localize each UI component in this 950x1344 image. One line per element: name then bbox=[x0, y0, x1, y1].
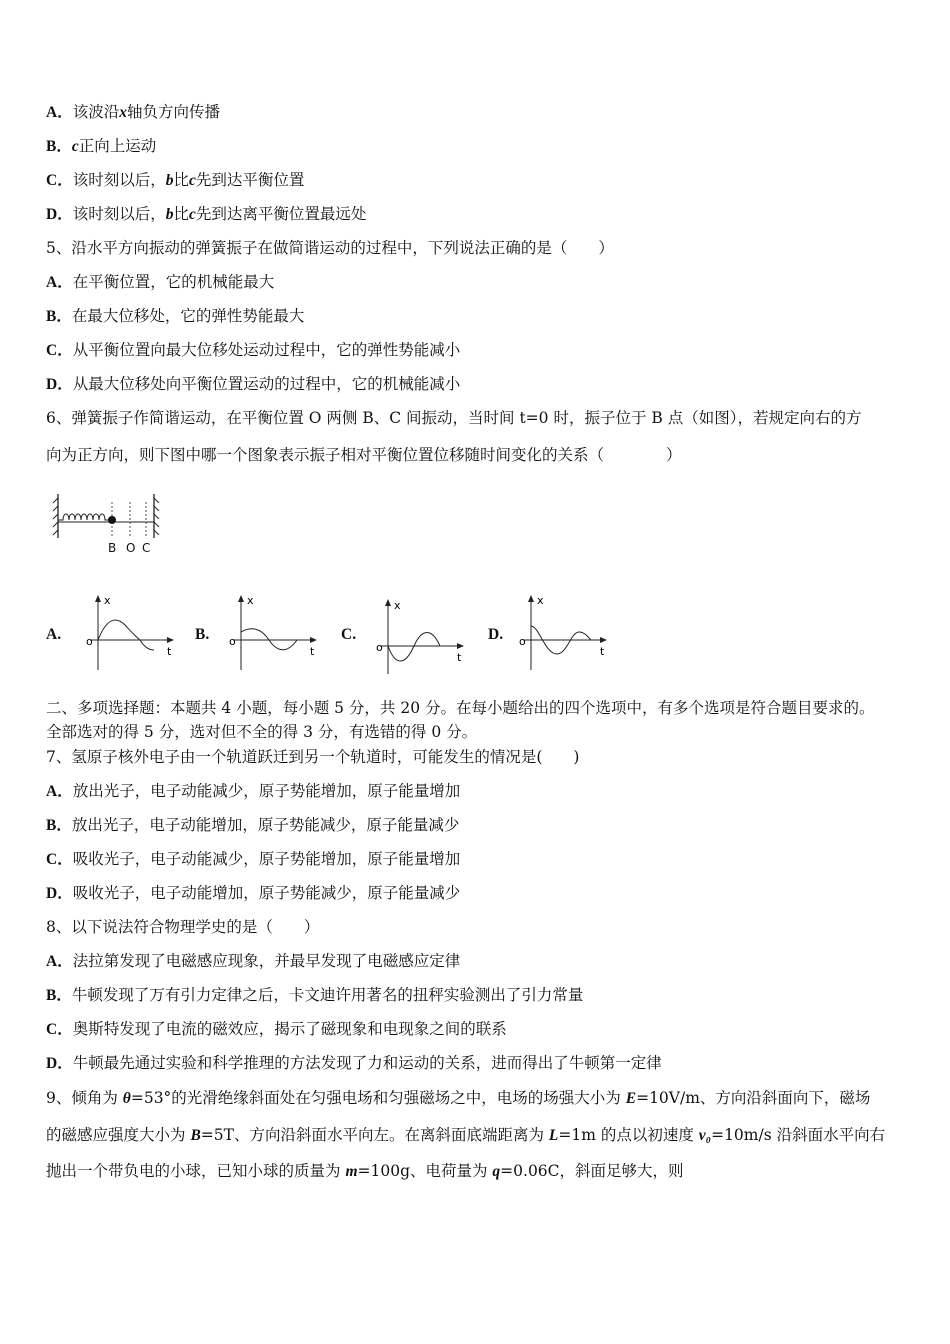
graph-label-c: C. bbox=[341, 626, 357, 643]
graph-d bbox=[513, 592, 613, 678]
axis-y-label: x bbox=[394, 599, 401, 612]
axis-y-label: x bbox=[104, 594, 111, 607]
q9-text: =10m/s 沿斜面水平向右 bbox=[711, 1126, 886, 1144]
q9-line2 bbox=[46, 1125, 885, 1146]
q5-option-b: B．在最大位移处，它的弹性势能最大 bbox=[46, 307, 305, 325]
option-key: D bbox=[46, 1055, 58, 1072]
option-key: C bbox=[46, 342, 58, 359]
q5-option-a: A．在平衡位置，它的机械能最大 bbox=[46, 273, 275, 291]
q7-stem: 7、氢原子核外电子由一个轨道跃迁到另一个轨道时，可能发生的情况是( ) bbox=[46, 748, 580, 766]
q4-option-a: A．该波沿x轴负方向传播 bbox=[46, 103, 220, 121]
option-key: C bbox=[46, 1021, 58, 1038]
option-text: 放出光子，电子动能减少，原子势能增加，原子能量增加 bbox=[72, 782, 461, 800]
option-key: A bbox=[46, 104, 58, 121]
var-b-field: B bbox=[190, 1127, 201, 1144]
option-text: 放出光子，电子动能增加，原子势能减少，原子能量减少 bbox=[71, 816, 460, 834]
q4-option-d: D．该时刻以后，b比c先到达离平衡位置最远处 bbox=[46, 205, 367, 223]
q8-option-d: D．牛顿最先通过实验和科学推理的方法发现了力和运动的关系，进而得出了牛顿第一定律 bbox=[46, 1054, 662, 1072]
option-key: D bbox=[46, 376, 58, 393]
option-text: 比 bbox=[173, 171, 189, 189]
q8-option-a: A．法拉第发现了电磁感应现象，并最早发现了电磁感应定律 bbox=[46, 952, 461, 970]
option-key: C bbox=[46, 851, 58, 868]
option-text: 从最大位移处向平衡位置运动的过程中，它的机械能减小 bbox=[72, 375, 461, 393]
var-v0: v₀ bbox=[698, 1127, 712, 1144]
axis-x-label: t bbox=[167, 645, 172, 658]
option-key: A bbox=[46, 953, 58, 970]
var-c: c bbox=[189, 172, 196, 189]
q5-option-c: C．从平衡位置向最大位移处运动过程中，它的弹性势能减小 bbox=[46, 341, 461, 359]
option-text: 该波沿 bbox=[72, 103, 120, 121]
option-text: 先到达离平衡位置最远处 bbox=[195, 205, 367, 223]
axis-x-label: t bbox=[457, 651, 462, 664]
section2-line1: 二、多项选择题：本题共 4 小题，每小题 5 分，共 20 分。在每小题给出的四个选项中，有多个选项是符合题目要求的。 bbox=[46, 699, 875, 717]
q7-option-c: C．吸收光子，电子动能减少，原子势能增加，原子能量增加 bbox=[46, 850, 461, 868]
q4-option-c: C．该时刻以后，b比c先到达平衡位置 bbox=[46, 171, 305, 189]
var-c: c bbox=[189, 206, 196, 223]
option-key: B bbox=[46, 987, 57, 1004]
var-x: x bbox=[119, 104, 127, 121]
var-theta: θ bbox=[122, 1090, 131, 1107]
option-text: 该时刻以后， bbox=[72, 205, 166, 223]
option-text: 吸收光子，电子动能增加，原子势能减少，原子能量减少 bbox=[72, 884, 461, 902]
option-key: B bbox=[46, 817, 57, 834]
origin-label: o bbox=[229, 635, 236, 648]
q4-option-b: B．c正向上运动 bbox=[46, 137, 157, 155]
q9-line1 bbox=[46, 1088, 870, 1109]
spring-oscillator-figure bbox=[48, 490, 168, 558]
option-text: 从平衡位置向最大位移处运动过程中，它的弹性势能减小 bbox=[72, 341, 461, 359]
option-text: 奥斯特发现了电流的磁效应，揭示了磁现象和电现象之间的联系 bbox=[72, 1020, 507, 1038]
option-text: 吸收光子，电子动能减少，原子势能增加，原子能量增加 bbox=[72, 850, 461, 868]
var-l: L bbox=[548, 1127, 559, 1144]
option-text: 比 bbox=[173, 205, 189, 223]
graph-label-b: B. bbox=[195, 626, 210, 643]
graph-b bbox=[223, 592, 323, 678]
q9-text: =5T、方向沿斜面水平向左。在离斜面底端距离为 bbox=[200, 1126, 549, 1144]
graph-label-a: A. bbox=[46, 626, 62, 643]
option-key: A bbox=[46, 274, 58, 291]
origin-label: o bbox=[519, 635, 526, 648]
option-text: 在最大位移处，它的弹性势能最大 bbox=[71, 307, 305, 325]
var-b: b bbox=[165, 172, 174, 189]
option-key: D bbox=[46, 885, 58, 902]
q7-option-d: D．吸收光子，电子动能增加，原子势能减少，原子能量减少 bbox=[46, 884, 461, 902]
q7-option-a: A．放出光子，电子动能减少，原子势能增加，原子能量增加 bbox=[46, 782, 461, 800]
option-key: C bbox=[46, 172, 58, 189]
option-text: 在平衡位置，它的机械能最大 bbox=[72, 273, 275, 291]
q9-text: 抛出一个带负电的小球，已知小球的质量为 bbox=[46, 1162, 346, 1180]
section2-line2: 全部选对的得 5 分，选对但不全的得 3 分，有选错的得 0 分。 bbox=[46, 723, 478, 741]
q5-option-d: D．从最大位移处向平衡位置运动的过程中，它的机械能减小 bbox=[46, 375, 461, 393]
option-text: 法拉第发现了电磁感应现象，并最早发现了电磁感应定律 bbox=[72, 952, 461, 970]
origin-label: o bbox=[86, 635, 93, 648]
option-key: D bbox=[46, 206, 58, 223]
origin-label: o bbox=[376, 641, 383, 654]
axis-y-label: x bbox=[247, 594, 254, 607]
option-key: B bbox=[46, 138, 57, 155]
q9-text: =100g、电荷量为 bbox=[357, 1162, 493, 1180]
var-b: b bbox=[165, 206, 174, 223]
option-text: 正向上运动 bbox=[78, 137, 157, 155]
q5-stem: 5、沿水平方向振动的弹簧振子在做简谐运动的过程中，下列说法正确的是（ ） bbox=[46, 239, 614, 257]
option-text: 该时刻以后， bbox=[72, 171, 166, 189]
option-text: 先到达平衡位置 bbox=[195, 171, 305, 189]
label-c: C bbox=[142, 541, 151, 555]
graph-label-d: D. bbox=[488, 626, 504, 643]
option-text: 轴负方向传播 bbox=[126, 103, 220, 121]
var-e: E bbox=[625, 1090, 637, 1107]
q6-stem-line2: 向为正方向，则下图中哪一个图象表示振子相对平衡位置位移随时间变化的关系（ ） bbox=[46, 446, 682, 464]
label-o: O bbox=[126, 541, 136, 555]
axis-y-label: x bbox=[537, 594, 544, 607]
axis-x-label: t bbox=[310, 645, 315, 658]
label-b: B bbox=[108, 541, 117, 555]
q9-text: 的磁感应强度大小为 bbox=[46, 1126, 191, 1144]
option-key: B bbox=[46, 308, 57, 325]
q8-option-b: B．牛顿发现了万有引力定律之后，卡文迪许用著名的扭秤实验测出了引力常量 bbox=[46, 986, 584, 1004]
spring-coil bbox=[58, 514, 110, 520]
option-key: A bbox=[46, 783, 58, 800]
axis-x-label: t bbox=[600, 645, 605, 658]
q9-text: 9、倾角为 bbox=[46, 1089, 123, 1107]
graph-a bbox=[80, 592, 180, 678]
q9-text: =10V/m、方向沿斜面向下，磁场 bbox=[636, 1089, 871, 1107]
q7-option-b: B．放出光子，电子动能增加，原子势能减少，原子能量减少 bbox=[46, 816, 460, 834]
q9-line3 bbox=[46, 1161, 684, 1182]
q9-text: =53°的光滑绝缘斜面处在匀强电场和匀强磁场之中，电场的场强大小为 bbox=[130, 1089, 626, 1107]
option-text: 牛顿最先通过实验和科学推理的方法发现了力和运动的关系，进而得出了牛顿第一定律 bbox=[72, 1054, 662, 1072]
var-c: c bbox=[71, 138, 79, 155]
graph-c bbox=[370, 592, 470, 678]
q9-text: =1m 的点以初速度 bbox=[558, 1126, 699, 1144]
q9-text: =0.06C，斜面足够大，则 bbox=[500, 1162, 684, 1180]
option-text: 牛顿发现了万有引力定律之后，卡文迪许用著名的扭秤实验测出了引力常量 bbox=[71, 986, 584, 1004]
q8-option-c: C．奥斯特发现了电流的磁效应，揭示了磁现象和电现象之间的联系 bbox=[46, 1020, 507, 1038]
var-q: q bbox=[492, 1163, 501, 1180]
var-m: m bbox=[345, 1163, 358, 1180]
q6-stem-line1: 6、弹簧振子作简谐运动，在平衡位置 O 两侧 B、C 间振动，当时间 t=0 时，振子位于 B 点（如图），若规定向右的方 bbox=[46, 409, 862, 427]
q8-stem: 8、以下说法符合物理学史的是（ ） bbox=[46, 918, 320, 936]
